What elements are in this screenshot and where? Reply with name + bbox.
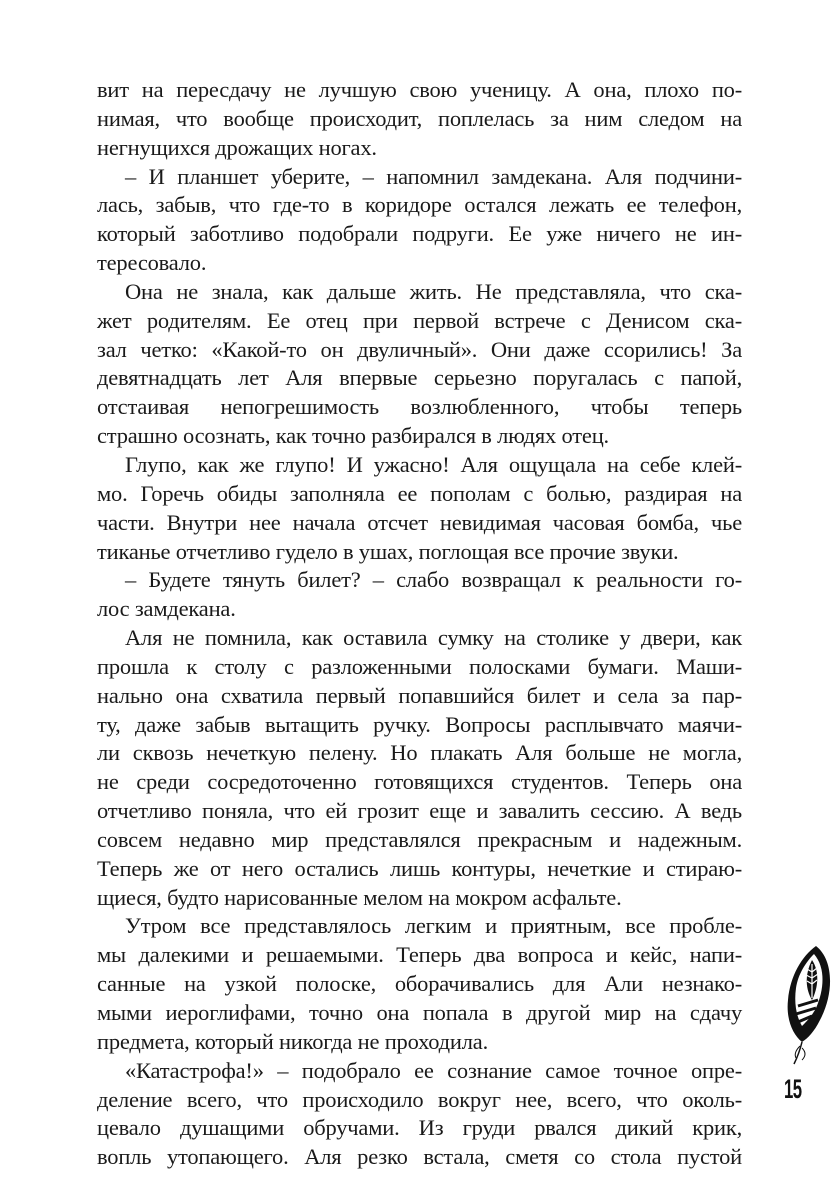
text-line: санные на узкой полоске, оборачивались для Али незнако- (97, 971, 742, 997)
text-line: негнущихся дрожащих ногах. (97, 134, 377, 160)
text-line: «Катастрофа!» – подобрало ее сознание самое точное опре- (125, 1057, 742, 1083)
text-line: части. Внутри нее начала отсчет невидимая часовая бомба, чье (97, 509, 742, 535)
text-line: Глупо, как же глупо! И ужасно! Аля ощущала на себе клей- (125, 451, 742, 477)
text-line: Утром все представлялось легким и приятным, все пробле- (125, 913, 742, 939)
text-line: лась, забыв, что где-то в коридоре остался лежать ее телефон, (97, 192, 742, 218)
text-line: вит на пересдачу не лучшую свою ученицу. А она, плохо по- (97, 77, 742, 102)
text-line: не среди сосредоточенно готовящихся студентов. Теперь она (97, 769, 742, 795)
text-line: цевало душащими обручами. Из груди рвался дикий крик, (97, 1115, 742, 1141)
text-line: отстаивая непогрешимость возлюбленного, чтобы теперь (97, 394, 742, 420)
text-line: лос замдекана. (97, 596, 236, 622)
text-line: щиеся, будто нарисованные мелом на мокром асфальте. (97, 884, 622, 910)
text-line: Она не знала, как дальше жить. Не представляла, что ска- (125, 278, 742, 304)
text-line: Аля не помнила, как оставила сумку на столике у двери, как (125, 625, 742, 651)
text-line: который заботливо подобрали подруги. Ее уже ничего не ин- (97, 221, 742, 247)
text-line: – И планшет уберите, – напомнил замдекана. Аля подчини- (125, 163, 742, 189)
feather-icon (772, 942, 836, 1066)
page-number: 15 (784, 1074, 802, 1104)
text-line: – Будете тянуть билет? – слабо возвращал к реальности го- (125, 567, 742, 593)
text-line: прошла к столу с разложенными полосками бумаги. Маши- (97, 653, 742, 679)
text-line: тиканье отчетливо гудело в ушах, поглощая все прочие звуки. (97, 538, 679, 564)
text-line: зал четко: «Какой-то он двуличный». Они даже ссорились! За (97, 336, 742, 362)
text-line: нимая, что вообще происходит, поплелась за ним следом на (97, 105, 742, 131)
text-line: отчетливо поняла, что ей грозит еще и завалить сессию. А ведь (97, 798, 742, 824)
text-line: девятнадцать лет Аля впервые серьезно поругалась с папой, (97, 365, 742, 391)
body-text (97, 76, 742, 1172)
text-line: нально она схватила первый попавшийся билет и села за пар- (97, 682, 742, 708)
text-line: мо. Горечь обиды заполняла ее пополам с болью, раздирая на (97, 480, 742, 506)
text-line: тересовало. (97, 250, 207, 276)
text-line: жет родителям. Ее отец при первой встрече с Денисом ска- (97, 307, 742, 333)
text-line: ту, даже забыв вытащить ручку. Вопросы расплывчато маячи- (97, 711, 742, 737)
text-line: Теперь же от него остались лишь контуры, нечеткие и стираю- (97, 855, 742, 881)
text-line: совсем недавно мир представлялся прекрасным и надежным. (97, 826, 742, 852)
text-line: ли сквозь нечеткую пелену. Но плакать Аля больше не могла, (97, 740, 742, 766)
text-line: мы далекими и решаемыми. Теперь два вопроса и кейс, напи- (97, 942, 742, 968)
text-line: мыми иероглифами, точно она попала в другой мир на сдачу (97, 1000, 742, 1025)
text-line: вопль утопающего. Аля резко встала, сметя со стола пустой (97, 1144, 742, 1170)
text-line: страшно осознать, как точно разбирался в людях отец. (97, 423, 609, 449)
text-line: деление всего, что происходило вокруг нее, всего, что околь- (97, 1086, 742, 1112)
text-line: предмета, который никогда не проходила. (97, 1028, 489, 1054)
